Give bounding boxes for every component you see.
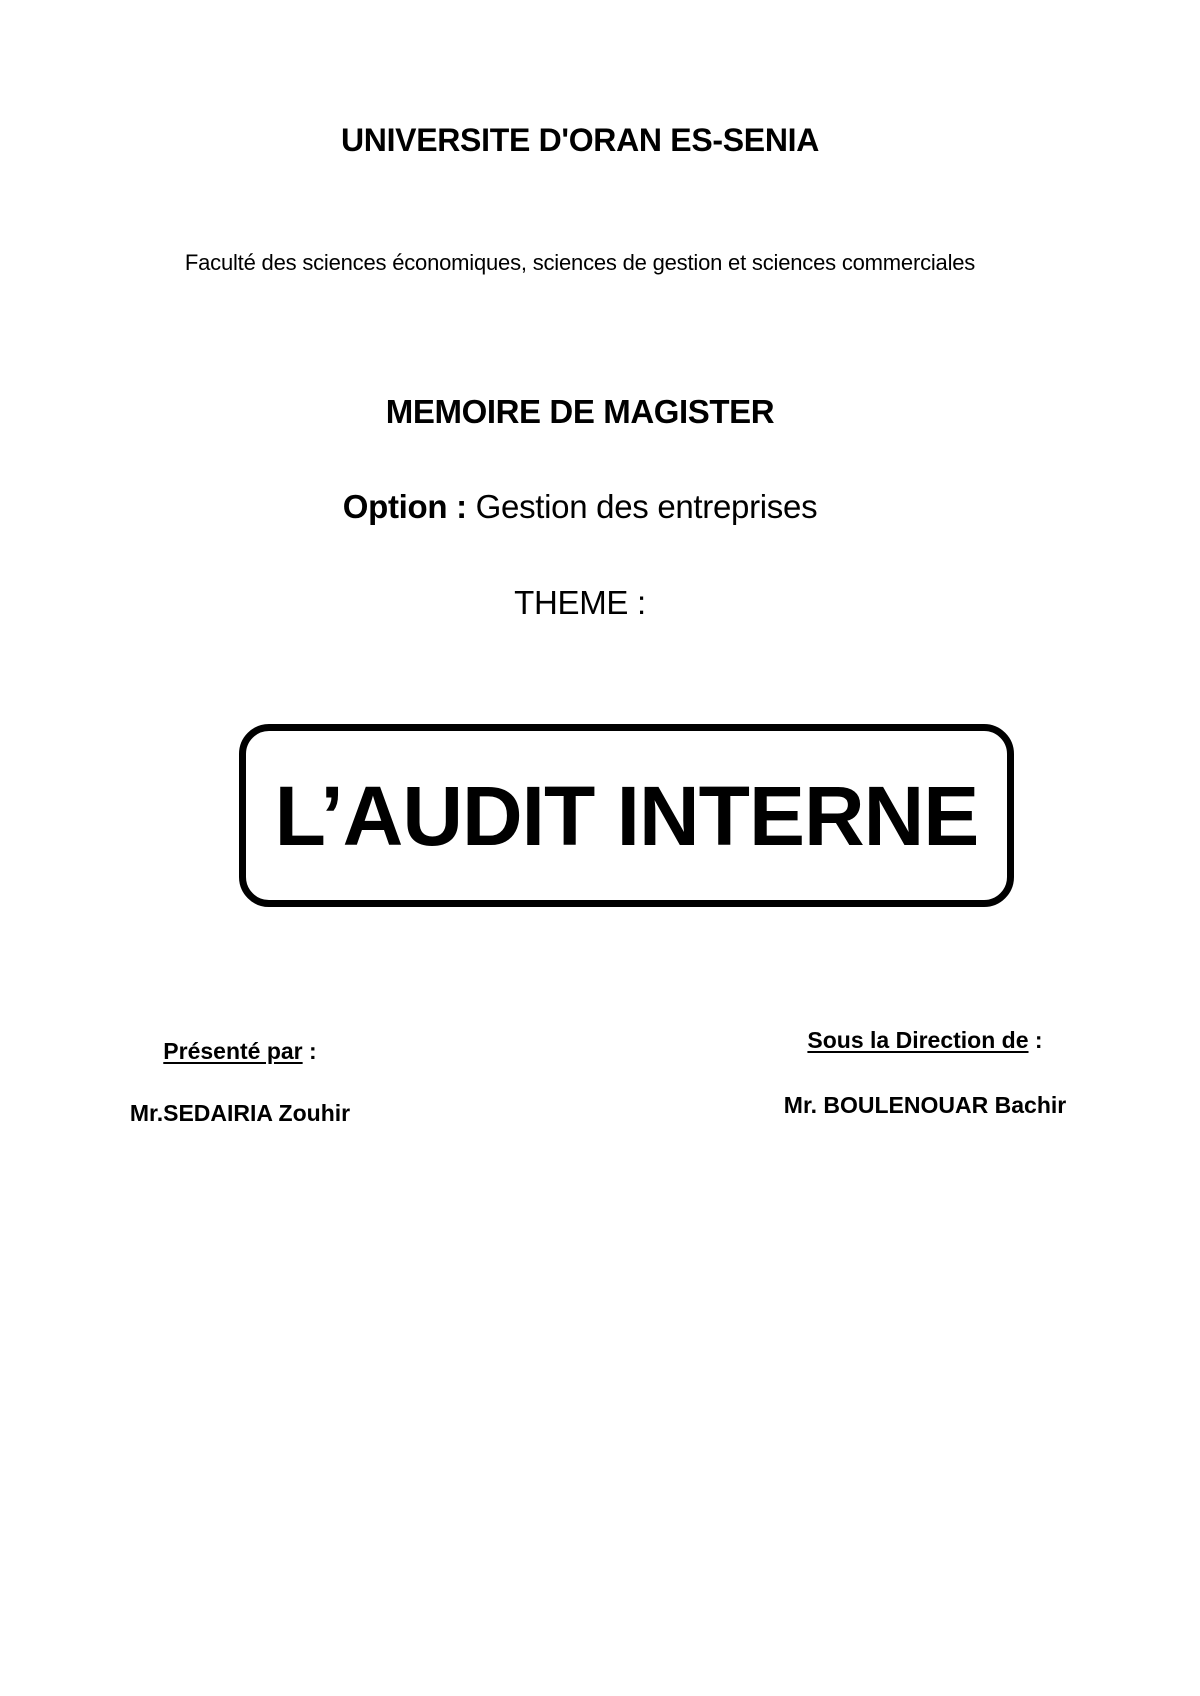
option-line	[0, 488, 1160, 526]
director-label-line	[740, 1027, 1110, 1054]
presenter-label: Présenté par	[163, 1038, 303, 1064]
theme-label: THEME :	[514, 584, 646, 621]
presenter-name: Mr.SEDAIRIA Zouhir	[129, 1100, 351, 1126]
thesis-title: L’AUDIT INTERNE	[274, 768, 979, 863]
faculty-name: Faculté des sciences économiques, sciences de gestion et sciences commerciales	[184, 250, 976, 275]
option-label: Option :	[342, 488, 467, 525]
presenter-colon: :	[302, 1038, 317, 1064]
director-colon: :	[1028, 1027, 1043, 1053]
director-label: Sous la Direction de	[807, 1027, 1029, 1053]
thesis-type: MEMOIRE DE MAGISTER	[385, 393, 775, 430]
option-value: Gestion des entreprises	[466, 488, 818, 525]
director-name: Mr. BOULENOUAR Bachir	[783, 1092, 1067, 1118]
university-name: UNIVERSITE D'ORAN ES-SENIA	[340, 122, 820, 158]
presenter-label-line	[90, 1038, 390, 1065]
title-frame	[239, 724, 1014, 907]
